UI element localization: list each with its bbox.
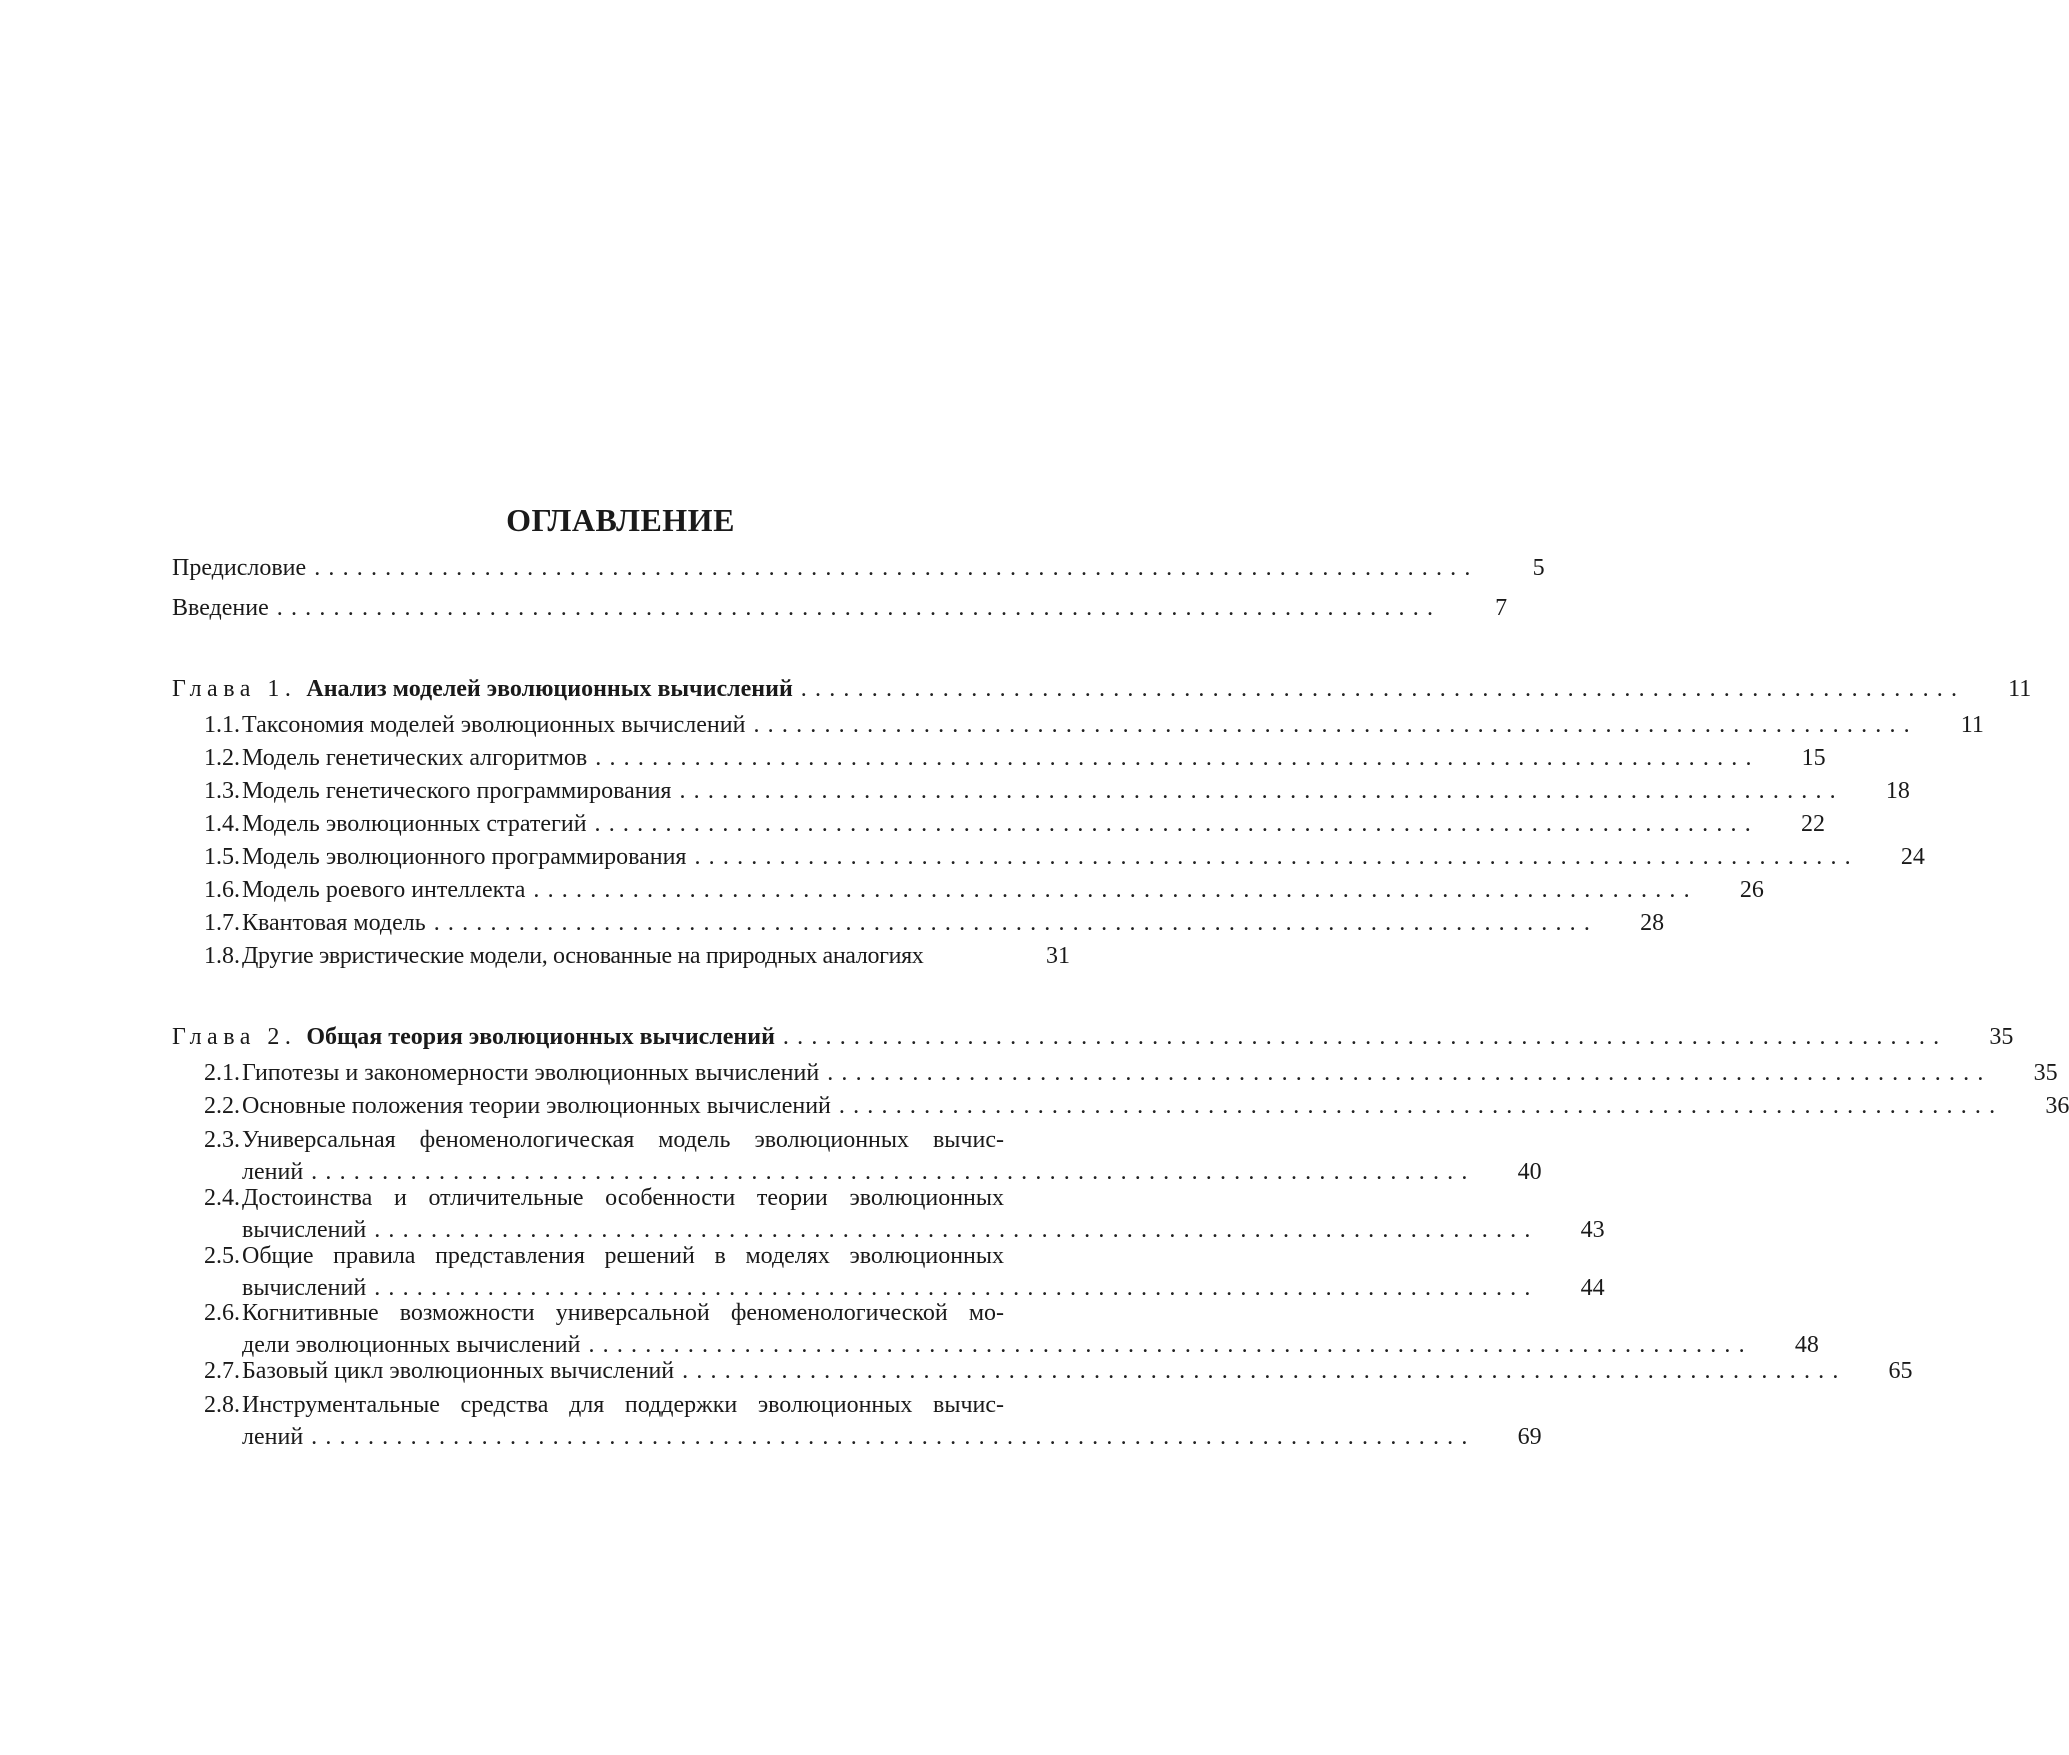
toc-section-2-7[interactable] bbox=[172, 1355, 1913, 1387]
section-title: Модель генетического программирования bbox=[242, 778, 672, 804]
section-number: 2.2. bbox=[204, 1093, 240, 1119]
section-title-line-1: Когнитивные возможности универсальной феноменологической мо- bbox=[242, 1300, 1004, 1326]
dot-leader: .................................................................................. bbox=[679, 778, 1844, 804]
dot-leader: .................................................................................. bbox=[588, 1332, 1753, 1358]
page-number: 44 bbox=[1580, 1275, 1605, 1301]
dot-leader: .................................................................................. bbox=[533, 877, 1698, 903]
dot-leader: .................................................................................. bbox=[314, 555, 1479, 581]
section-title: Модель роевого интеллекта bbox=[242, 877, 526, 903]
toc-section-2-6[interactable] bbox=[172, 1297, 1819, 1361]
page-number: 15 bbox=[1801, 745, 1826, 771]
dot-leader: .................................................................................. bbox=[276, 595, 1442, 621]
section-number: 1.2. bbox=[204, 745, 240, 771]
toc-section-2-1[interactable] bbox=[172, 1057, 2058, 1089]
page-number: 48 bbox=[1794, 1332, 1819, 1358]
page-number: 35 bbox=[2033, 1060, 2058, 1086]
page-number: 24 bbox=[1900, 844, 1925, 870]
page-number: 7 bbox=[1495, 595, 1508, 621]
section-number: 1.7. bbox=[204, 910, 240, 936]
dot-leader: .................................................................................. bbox=[838, 1093, 2004, 1119]
section-number: 1.8. bbox=[204, 943, 240, 969]
toc-section-1-7[interactable] bbox=[172, 907, 1665, 939]
section-title-line-2: лений bbox=[242, 1159, 304, 1185]
page-number: 69 bbox=[1517, 1424, 1542, 1450]
section-title: Основные положения теории эволюционных вычислений bbox=[242, 1093, 831, 1119]
toc-entry-introduction[interactable] bbox=[172, 592, 1508, 624]
entry-title: Введение bbox=[172, 595, 269, 621]
section-number: 2.3. bbox=[204, 1127, 240, 1153]
dot-leader: .................................................................................. bbox=[374, 1217, 1539, 1243]
section-number: 2.6. bbox=[204, 1300, 240, 1326]
toc-section-2-2[interactable] bbox=[172, 1090, 2069, 1122]
dot-leader: .................................................................................. bbox=[374, 1275, 1539, 1301]
dot-leader: .................................................................................. bbox=[694, 844, 1859, 870]
dot-leader: .................................................................................. bbox=[782, 1024, 1948, 1050]
toc-section-1-8[interactable] bbox=[172, 940, 1070, 972]
section-title: Модель эволюционного программирования bbox=[242, 844, 687, 870]
toc-section-2-8[interactable] bbox=[172, 1389, 1542, 1453]
page-number: 43 bbox=[1580, 1217, 1605, 1243]
page-number: 5 bbox=[1532, 555, 1545, 581]
toc-section-1-2[interactable] bbox=[172, 742, 1826, 774]
page-number: 11 bbox=[2008, 676, 2032, 702]
chapter-title: Анализ моделей эволюционных вычислений bbox=[306, 676, 793, 702]
section-title: Другие эвристические модели, основанные на природных аналогиях bbox=[242, 943, 924, 969]
section-title-line-1: Общие правила представления решений в моделях эволюционных bbox=[242, 1243, 1004, 1269]
dot-leader: .................................................................................. bbox=[827, 1060, 1992, 1086]
chapter-title: Общая теория эволюционных вычислений bbox=[306, 1024, 775, 1050]
page-number: 18 bbox=[1885, 778, 1910, 804]
entry-title: Предисловие bbox=[172, 555, 307, 581]
section-title: Гипотезы и закономерности эволюционных вычислений bbox=[242, 1060, 820, 1086]
section-title-line-2: вычислений bbox=[242, 1217, 367, 1243]
dot-leader: .................................................................................. bbox=[433, 910, 1599, 936]
section-number: 2.4. bbox=[204, 1185, 240, 1211]
toc-chapter-2[interactable] bbox=[172, 1021, 2014, 1053]
page-number: 65 bbox=[1888, 1358, 1913, 1384]
page-title: ОГЛАВЛЕНИЕ bbox=[506, 502, 735, 538]
section-title: Модель эволюционных стратегий bbox=[242, 811, 587, 837]
toc-section-1-1[interactable] bbox=[172, 709, 1984, 741]
section-number: 1.5. bbox=[204, 844, 240, 870]
page-number: 11 bbox=[1960, 712, 1984, 738]
section-title-line-1: Универсальная феноменологическая модель эволюционных вычис- bbox=[242, 1127, 1004, 1153]
section-number: 1.4. bbox=[204, 811, 240, 837]
toc-section-2-3[interactable] bbox=[172, 1124, 1542, 1188]
page-number: 35 bbox=[1989, 1024, 2014, 1050]
toc-section-2-5[interactable] bbox=[172, 1240, 1605, 1304]
dot-leader: .................................................................................. bbox=[753, 712, 1918, 738]
page-number: 36 bbox=[2045, 1093, 2069, 1119]
toc-section-2-4[interactable] bbox=[172, 1182, 1605, 1246]
section-title: Таксономия моделей эволюционных вычислений bbox=[242, 712, 746, 738]
section-number: 2.8. bbox=[204, 1392, 240, 1418]
dot-leader: .................................................................................. bbox=[800, 676, 1966, 702]
section-title-line-1: Достоинства и отличительные особенности теории эволюционных bbox=[242, 1185, 1004, 1211]
page-number: 31 bbox=[1046, 943, 1070, 969]
section-title: Базовый цикл эволюционных вычислений bbox=[242, 1358, 675, 1384]
toc-section-1-4[interactable] bbox=[172, 808, 1825, 840]
section-number: 1.1. bbox=[204, 712, 240, 738]
dot-leader: .................................................................................. bbox=[595, 745, 1760, 771]
section-title: Модель генетических алгоритмов bbox=[242, 745, 588, 771]
section-number: 1.3. bbox=[204, 778, 240, 804]
section-number: 2.1. bbox=[204, 1060, 240, 1086]
section-title-line-2: вычислений bbox=[242, 1275, 367, 1301]
section-title-line-1: Инструментальные средства для поддержки эволюционных вычис- bbox=[242, 1392, 1004, 1418]
toc-section-1-5[interactable] bbox=[172, 841, 1925, 873]
chapter-label: Глава 2. bbox=[172, 1024, 297, 1050]
toc-section-1-6[interactable] bbox=[172, 874, 1764, 906]
page-number: 22 bbox=[1800, 811, 1825, 837]
toc-entry-preface[interactable] bbox=[172, 552, 1545, 584]
page-number: 28 bbox=[1640, 910, 1665, 936]
section-title: Квантовая модель bbox=[242, 910, 426, 936]
page-number: 40 bbox=[1517, 1159, 1542, 1185]
section-number: 2.5. bbox=[204, 1243, 240, 1269]
dot-leader: .................................................................................. bbox=[682, 1358, 1847, 1384]
dot-leader: .................................................................................. bbox=[311, 1424, 1476, 1450]
page-number: 26 bbox=[1739, 877, 1764, 903]
toc-section-1-3[interactable] bbox=[172, 775, 1910, 807]
section-title-line-2: лений bbox=[242, 1424, 304, 1450]
section-title-line-2: дели эволюционных вычислений bbox=[242, 1332, 581, 1358]
section-number: 1.6. bbox=[204, 877, 240, 903]
dot-leader: .................................................................................. bbox=[594, 811, 1759, 837]
chapter-label: Глава 1. bbox=[172, 676, 297, 702]
toc-chapter-1[interactable] bbox=[172, 673, 2032, 705]
section-number: 2.7. bbox=[204, 1358, 240, 1384]
dot-leader: .................................................................................. bbox=[311, 1159, 1476, 1185]
